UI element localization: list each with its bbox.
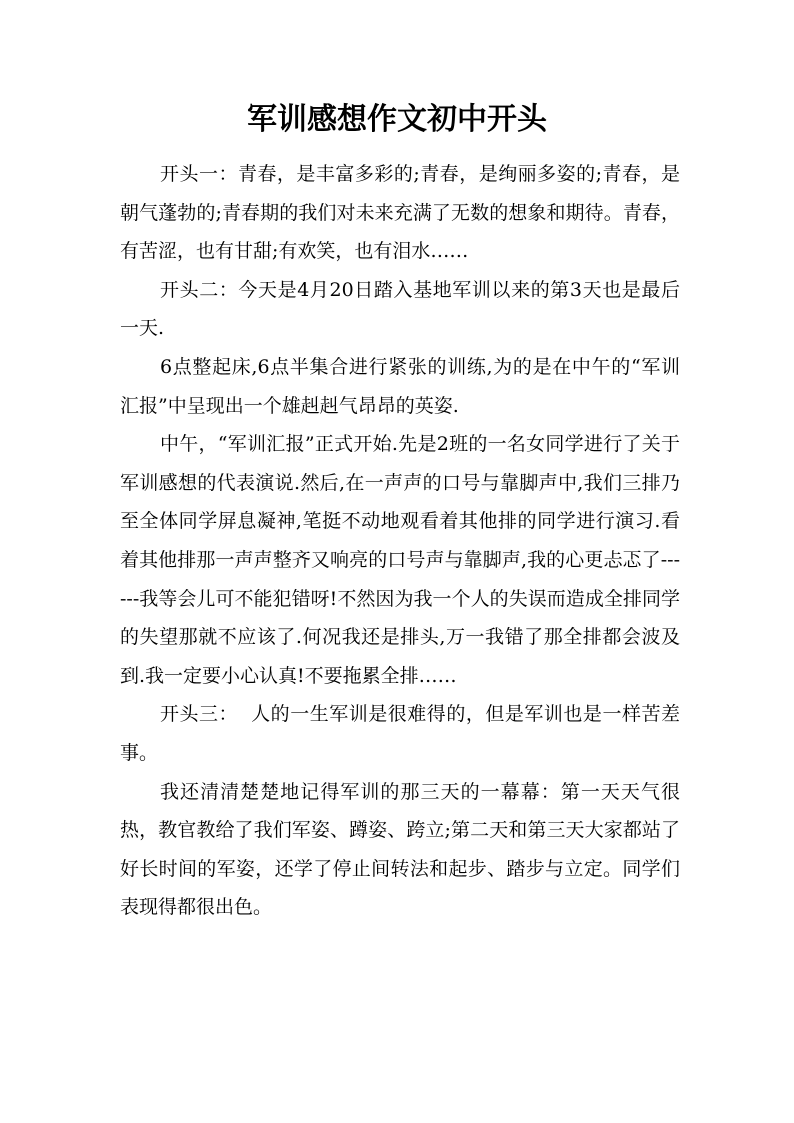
paragraph-noon-report: 中午，“军训汇报”正式开始.先是2班的一名女同学进行了关于军训感想的代表演说.然后,在一声声的口号与靠脚声中,我们三排乃至全体同学屏息凝神,笔挺不动地观看着其他排的同学进行演习.看着其他排那一声声整齐又响亮的口号声与靠脚声,我的心更忐忑了------我等会儿可不能犯错呀!不然因为我一个人的失误而造成全排同学的失望那就不应该了.何况我还是排头,万一我错了那全排都会波及到.我一定要小心认真!不要拖累全排…… xyxy=(120,433,680,687)
paragraph-opening-one: 开头一：青春，是丰富多彩的;青春，是绚丽多姿的;青春，是朝气蓬勃的;青春期的我们对未来充满了无数的想象和期待。青春，有苦涩，也有甘甜;有欢笑，也有泪水…… xyxy=(120,163,680,263)
paragraph-morning-training: 6点整起床,6点半集合进行紧张的训练,为的是在中午的“军训汇报”中呈现出一个雄赳赳气昂昂的英姿. xyxy=(120,355,680,417)
paragraph-opening-two: 开头二：今天是4月20日踏入基地军训以来的第3天也是最后一天. xyxy=(120,278,680,340)
document-title: 军训感想作文初中开头 xyxy=(247,102,547,137)
paragraph-memory: 我还清清楚楚地记得军训的那三天的一幕幕：第一天天气很热，教官教给了我们军姿、蹲姿、跨立;第二天和第三天大家都站了好长时间的军姿，还学了停止间转法和起步、踏步与立定。同学们表现得都很出色。 xyxy=(120,780,680,919)
paragraph-opening-three: 开头三： 人的一生军训是很难得的，但是军训也是一样苦差事。 xyxy=(120,703,680,764)
document-body xyxy=(120,155,680,927)
